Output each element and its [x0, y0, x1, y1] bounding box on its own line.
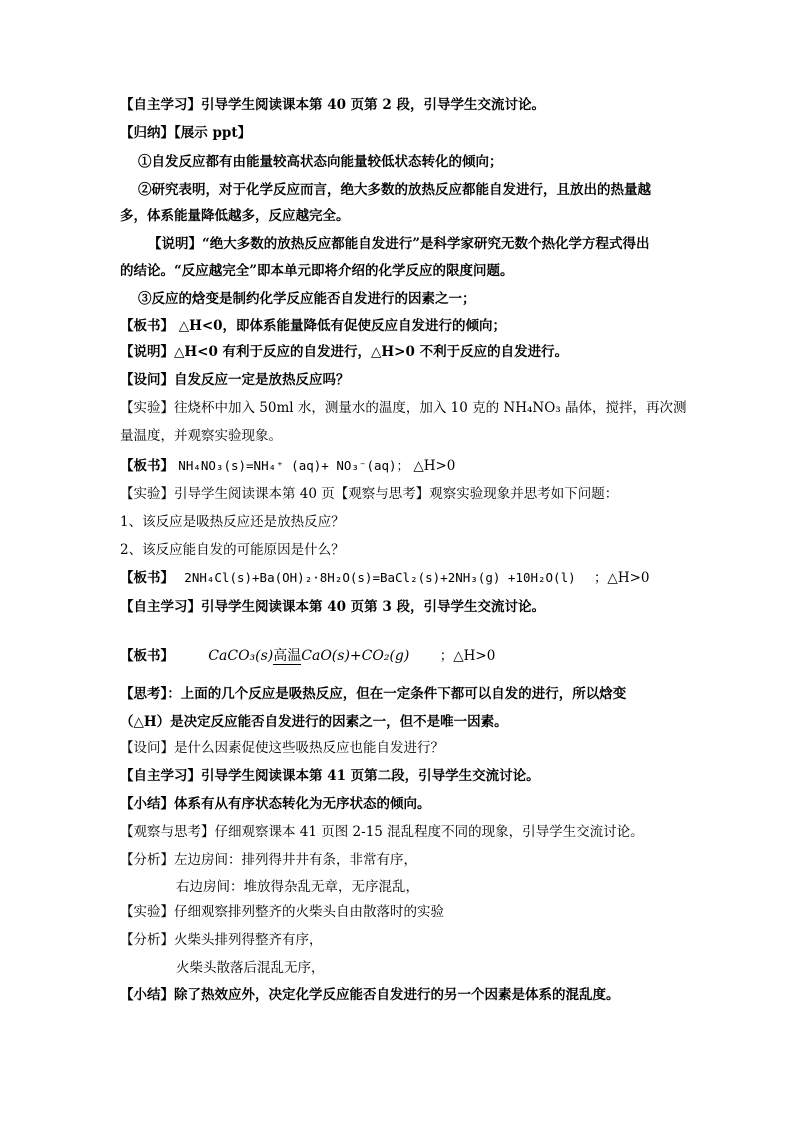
equation-line	[120, 646, 495, 666]
text-line: 2、该反应能自发的可能原因是什么？	[120, 542, 345, 558]
enthalpy-sign: ；△H>0	[593, 570, 650, 586]
text-line: 【自主学习】引导学生阅读课本第 41 页第二段，引导学生交流讨论。	[120, 768, 540, 784]
text-line: 多，体系能量降低越多，反应越完全。	[120, 208, 350, 224]
board-label: 【板书】	[120, 458, 174, 474]
board-label: 【板书】	[120, 648, 174, 664]
reaction-condition: 高温	[273, 648, 302, 664]
text-line: ①自发反应都有由能量较高状态向能量较低状态转化的倾向；	[138, 154, 503, 170]
text-line: 【板书】 △H<0，即体系能量降低有促使反应自发进行的倾向；	[120, 318, 507, 334]
text-line: 【分析】左边房间：排列得井井有条，非常有序，	[120, 852, 417, 868]
text-line: 【实验】引导学生阅读课本第 40 页【观察与思考】观察实验现象并思考如下问题：	[120, 486, 619, 502]
chemical-equation: NH₄NO₃(s)=NH₄⁺ (aq)+ NO₃⁻(aq)；	[178, 458, 410, 473]
text-line: 火柴头散落后混乱无序，	[176, 960, 325, 976]
text-line: ②研究表明，对于化学反应而言，绝大多数的放热反应都能自发进行，且放出的热量越	[138, 182, 651, 198]
text-line: 量温度，并观察实验现象。	[120, 428, 282, 444]
text-line: 【小结】体系有从有序状态转化为无序状态的倾向。	[120, 796, 431, 812]
text-line: 的结论。“反应越完全”即本单元即将介绍的化学反应的限度问题。	[120, 263, 514, 279]
text-line: 【观察与思考】仔细观察课本 41 页图 2-15 混乱程度不同的现象，引导学生交流讨论。	[120, 824, 644, 840]
equation-line	[120, 568, 650, 588]
chemical-equation	[208, 648, 413, 664]
text-line: 【自主学习】引导学生阅读课本第 40 页第 2 段，引导学生交流讨论。	[120, 97, 545, 113]
text-line: 【实验】仔细观察排列整齐的火柴头自由散落时的实验	[120, 904, 444, 920]
text-line: 【归纳】【展示 ppt】	[120, 125, 252, 141]
enthalpy-sign: △H>0	[413, 458, 456, 474]
equation-line	[120, 456, 455, 476]
text-line: 【自主学习】引导学生阅读课本第 40 页第 3 段，引导学生交流讨论。	[120, 599, 545, 615]
text-line: （△H）是决定反应能否自发进行的因素之一，但不是唯一因素。	[120, 714, 508, 730]
text-line: 【思考】：上面的几个反应是吸热反应，但在一定条件下都可以自发的进行，所以焓变	[120, 686, 627, 702]
chemical-equation: 2NH₄Cl(s)+Ba(OH)₂·8H₂O(s)=BaCl₂(s)+2NH₃(g) +10H₂O(l)	[184, 570, 576, 585]
text-line: 【设问】自发反应一定是放热反应吗？	[120, 372, 350, 388]
text-line: 【设问】是什么因素促使这些吸热反应也能自发进行？	[120, 740, 444, 756]
text-line: 【小结】除了热效应外，决定化学反应能否自发进行的另一个因素是体系的混乱度。	[120, 987, 620, 1003]
reactant: CaCO₃(s)	[208, 648, 274, 664]
text-line: 右边房间：堆放得杂乱无章，无序混乱，	[176, 879, 419, 895]
text-line: 【说明】“绝大多数的放热反应都能自发进行”是科学家研究无数个热化学方程式得出	[148, 236, 650, 252]
enthalpy-sign: ；△H>0	[439, 648, 496, 664]
text-line: 【实验】往烧杯中加入 50ml 水，测量水的温度，加入 10 克的 NH₄NO₃ 晶体，搅拌，再次测	[120, 400, 687, 416]
text-line: 1、该反应是吸热反应还是放热反应？	[120, 514, 345, 530]
products: CaO(s)+CO₂(g)	[301, 648, 410, 664]
text-line: 【分析】火柴头排列得整齐有序，	[120, 932, 323, 948]
text-line: 【说明】△H<0 有利于反应的自发进行，△H>0 不利于反应的自发进行。	[120, 344, 569, 360]
text-line: ③反应的焓变是制约化学反应能否自发进行的因素之一；	[138, 291, 476, 307]
board-label: 【板书】	[120, 570, 174, 586]
